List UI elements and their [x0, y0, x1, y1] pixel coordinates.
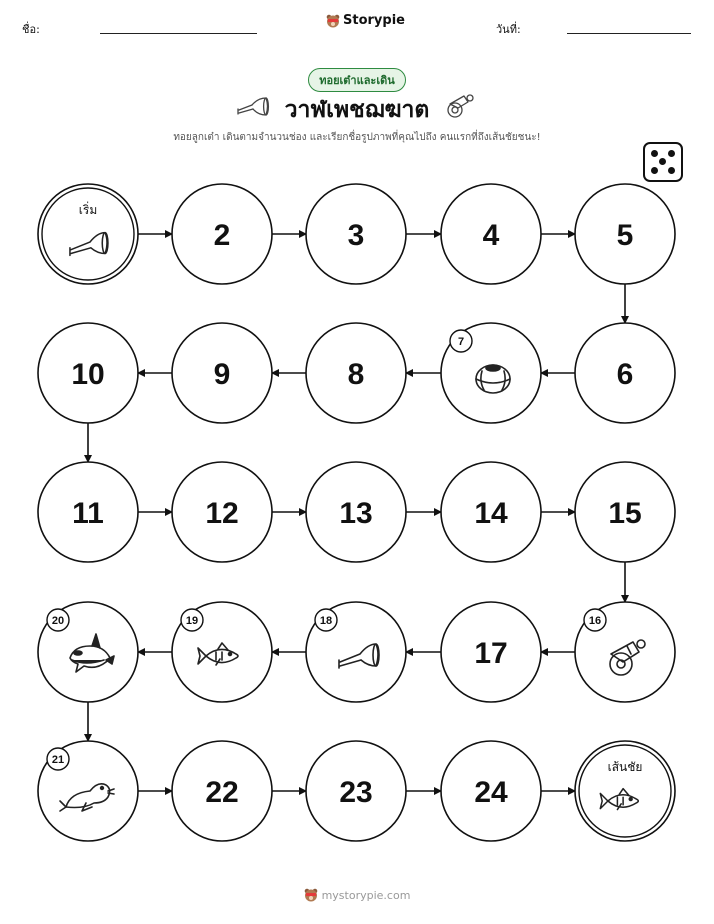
game-type-badge: ทอยเต๋าและเดิน: [308, 68, 406, 92]
space-badge-number: 19: [185, 615, 199, 627]
board-space[interactable]: [306, 323, 406, 423]
footer: [0, 888, 714, 902]
space-number: 4: [482, 219, 500, 252]
board-space[interactable]: [441, 741, 541, 841]
space-badge-number: 7: [457, 336, 465, 348]
bear-logo-icon: [304, 888, 318, 902]
board-space[interactable]: [38, 462, 138, 562]
board-space[interactable]: [441, 323, 541, 423]
board-space[interactable]: [38, 323, 138, 423]
board-space[interactable]: [172, 462, 272, 562]
board-space[interactable]: [575, 184, 675, 284]
board-space[interactable]: [172, 323, 272, 423]
space-number: 22: [205, 776, 239, 809]
space-number: 23: [339, 776, 373, 809]
board-space[interactable]: [172, 741, 272, 841]
board-space[interactable]: [575, 323, 675, 423]
space-number: 2: [213, 219, 231, 252]
space-number: 10: [71, 358, 105, 391]
space-number: 14: [474, 497, 508, 530]
board-space[interactable]: [441, 602, 541, 702]
space-circle: [38, 184, 138, 284]
board-space[interactable]: [306, 741, 406, 841]
space-number: 24: [474, 776, 508, 809]
space-number: 15: [608, 497, 642, 530]
space-badge-number: 18: [319, 615, 333, 627]
space-number: 3: [347, 219, 365, 252]
footer-site: mystorypie.com: [321, 888, 411, 902]
space-number: 12: [205, 497, 239, 530]
board-space[interactable]: [441, 462, 541, 562]
logo-text: Storypie: [343, 13, 405, 28]
space-badge-number: 20: [51, 615, 65, 627]
page-title: วาฬเพชฌฆาต: [284, 97, 430, 123]
space-badge-number: 16: [588, 615, 602, 627]
space-number: 11: [72, 497, 104, 530]
space-number: 9: [213, 358, 231, 391]
date-label: วันที่:: [496, 23, 521, 36]
board-space[interactable]: [38, 602, 138, 702]
board-space[interactable]: [575, 602, 675, 702]
space-number: 5: [616, 219, 634, 252]
start-label: เริ่ม: [78, 203, 98, 217]
space-number: 17: [474, 637, 508, 670]
start-space[interactable]: [38, 184, 138, 284]
space-number: 6: [616, 358, 634, 391]
space-badge-number: 21: [51, 754, 65, 766]
name-label: ชื่อ:: [22, 23, 40, 36]
board-space[interactable]: [172, 184, 272, 284]
board-space[interactable]: [441, 184, 541, 284]
board-space[interactable]: [575, 462, 675, 562]
board-space[interactable]: [306, 602, 406, 702]
board-space[interactable]: [306, 184, 406, 284]
space-number: 13: [339, 497, 373, 530]
board-space[interactable]: [306, 462, 406, 562]
space-number: 8: [347, 358, 365, 391]
finish-label: เส้นชัย: [607, 760, 643, 774]
instructions-text: ทอยลูกเต๋า เดินตามจำนวนช่อง และเรียกชื่อรูปภาพที่คุณไปถึง คนแรกที่ถึงเส้นชัยชนะ!: [173, 132, 541, 143]
